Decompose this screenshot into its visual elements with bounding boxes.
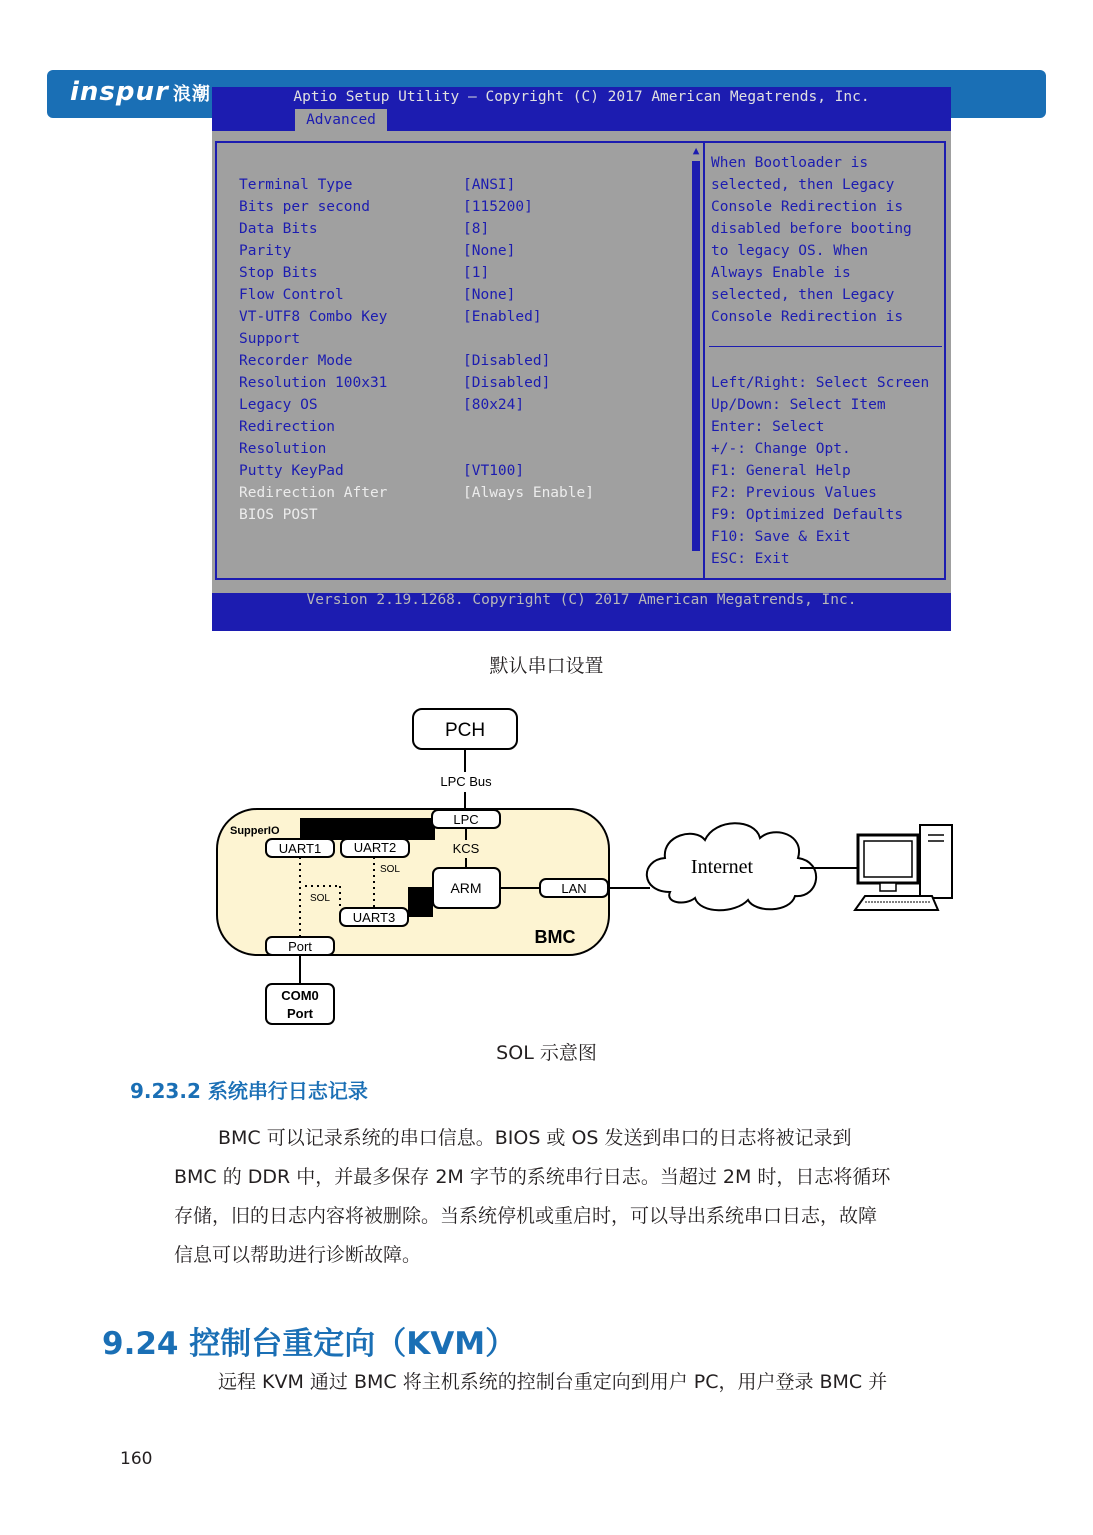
key-hint: Up/Down: Select Item <box>711 397 886 413</box>
paragraph-line: 信息可以帮助进行诊断故障。 <box>174 1244 422 1266</box>
superio-label: SupperIO <box>230 825 280 837</box>
bios-item-value[interactable]: [Disabled] <box>463 353 551 369</box>
key-hint: Left/Right: Select Screen <box>711 375 930 391</box>
help-text: to legacy OS. When <box>711 243 869 259</box>
bios-item-value[interactable]: [ANSI] <box>463 177 516 193</box>
uart2-label: UART2 <box>353 840 397 855</box>
paragraph-line: BMC 可以记录系统的串口信息。BIOS 或 OS 发送到串口的日志将被记录到 <box>218 1127 852 1149</box>
uart1-label: UART1 <box>278 841 322 856</box>
bmc-label: BMC <box>534 927 576 947</box>
bios-item-label[interactable]: VT-UTF8 Combo Key <box>239 309 388 325</box>
scrollbar[interactable] <box>692 161 700 551</box>
bios-item-label[interactable]: Putty KeyPad <box>239 463 344 479</box>
key-hint: F2: Previous Values <box>711 485 877 501</box>
key-hint: +/-: Change Opt. <box>711 441 851 457</box>
bios-item-value[interactable]: [VT100] <box>463 463 525 479</box>
bios-panel <box>212 131 951 593</box>
sol-label-lower: SOL <box>309 893 331 904</box>
pch-label: PCH <box>444 720 486 741</box>
help-text: Always Enable is <box>711 265 851 281</box>
help-text: Console Redirection is <box>711 309 904 325</box>
bios-item-label-selected[interactable]: Redirection After <box>239 485 388 501</box>
help-text: selected, then Legacy <box>711 287 895 303</box>
help-text: selected, then Legacy <box>711 177 895 193</box>
bios-item-label[interactable]: Legacy OS <box>239 397 318 413</box>
com0-label-line1: COM0 <box>281 988 319 1003</box>
section-heading-9-23-2: 9.23.2 系统串行日志记录 <box>130 1079 368 1103</box>
page-number: 160 <box>120 1449 153 1469</box>
uart3-block <box>408 887 433 917</box>
lpc-bus-label: LPC Bus <box>440 774 492 789</box>
bios-item-label[interactable]: Support <box>239 331 301 347</box>
bios-item-value[interactable]: [8] <box>463 221 490 237</box>
superio-block <box>300 818 435 840</box>
bios-item-label[interactable]: Parity <box>239 243 292 259</box>
bios-item-value[interactable]: [Enabled] <box>463 309 542 325</box>
paragraph-line: 存储，旧的日志内容将被删除。当系统停机或重启时，可以导出系统串口日志，故障 <box>174 1205 878 1227</box>
section-heading-9-24: 9.24 控制台重定向（KVM） <box>102 1326 517 1362</box>
arm-label: ARM <box>450 880 482 896</box>
kcs-label: KCS <box>452 841 480 856</box>
bios-item-label[interactable]: Bits per second <box>239 199 370 215</box>
bios-item-label[interactable]: Data Bits <box>239 221 318 237</box>
panel-divider <box>703 141 705 580</box>
bios-item-value[interactable]: [Disabled] <box>463 375 551 391</box>
inspur-logo <box>70 77 211 107</box>
key-hint: F9: Optimized Defaults <box>711 507 904 523</box>
paragraph-line: 远程 KVM 通过 BMC 将主机系统的控制台重定向到用户 PC，用户登录 BMC 并 <box>218 1371 888 1393</box>
sol-label-upper: SOL <box>379 864 401 875</box>
bios-item-value[interactable]: [1] <box>463 265 490 281</box>
key-hint: Enter: Select <box>711 419 825 435</box>
figure-caption-sol: SOL 示意图 <box>496 1042 597 1064</box>
bios-item-value[interactable]: [None] <box>463 243 516 259</box>
computer-icon <box>855 825 952 910</box>
com0-label-line2: Port <box>287 1006 313 1021</box>
scroll-up-icon[interactable]: ▲ <box>692 144 700 157</box>
scroll-down-icon[interactable]: ▼ <box>692 516 700 529</box>
bios-item-value-selected[interactable]: [Always Enable] <box>463 485 594 501</box>
bios-item-label[interactable]: Redirection <box>239 419 336 435</box>
paragraph-line: BMC 的 DDR 中，并最多保存 2M 字节的系统串行日志。当超过 2M 时，日志将循环 <box>174 1166 891 1188</box>
internet-label: Internet <box>690 856 754 878</box>
help-text: When Bootloader is <box>711 155 869 171</box>
logo-text: inspur <box>70 77 169 107</box>
bios-item-label[interactable]: Resolution 100x31 <box>239 375 388 391</box>
bios-item-label-selected[interactable]: BIOS POST <box>239 507 318 523</box>
lpc-label: LPC <box>453 812 479 827</box>
bios-item-label[interactable]: Resolution <box>239 441 327 457</box>
bios-item-value[interactable]: [None] <box>463 287 516 303</box>
bios-item-label[interactable]: Stop Bits <box>239 265 318 281</box>
logo-cn: 浪潮 <box>172 84 211 105</box>
help-text: disabled before booting <box>711 221 912 237</box>
figure-caption-bios: 默认串口设置 <box>489 655 604 677</box>
bios-footer: Version 2.19.1268. Copyright (C) 2017 American Megatrends, Inc. <box>306 592 857 608</box>
sol-diagram <box>200 700 970 1035</box>
port-label: Port <box>288 939 312 954</box>
bios-item-label[interactable]: Terminal Type <box>239 177 353 193</box>
bios-item-label[interactable]: Flow Control <box>239 287 344 303</box>
bios-screenshot <box>212 87 951 631</box>
uart3-label: UART3 <box>352 910 396 925</box>
help-separator <box>709 346 942 347</box>
lan-label: LAN <box>561 881 587 896</box>
key-hint: F10: Save & Exit <box>711 529 851 545</box>
key-hint: ESC: Exit <box>711 551 790 567</box>
bios-item-value[interactable]: [80x24] <box>463 397 525 413</box>
key-hint: F1: General Help <box>711 463 851 479</box>
tab-advanced[interactable]: Advanced <box>295 109 387 131</box>
bios-title: Aptio Setup Utility – Copyright (C) 2017 American Megatrends, Inc. <box>293 89 870 105</box>
bios-item-label[interactable]: Recorder Mode <box>239 353 353 369</box>
help-text: Console Redirection is <box>711 199 904 215</box>
bios-item-value[interactable]: [115200] <box>463 199 533 215</box>
